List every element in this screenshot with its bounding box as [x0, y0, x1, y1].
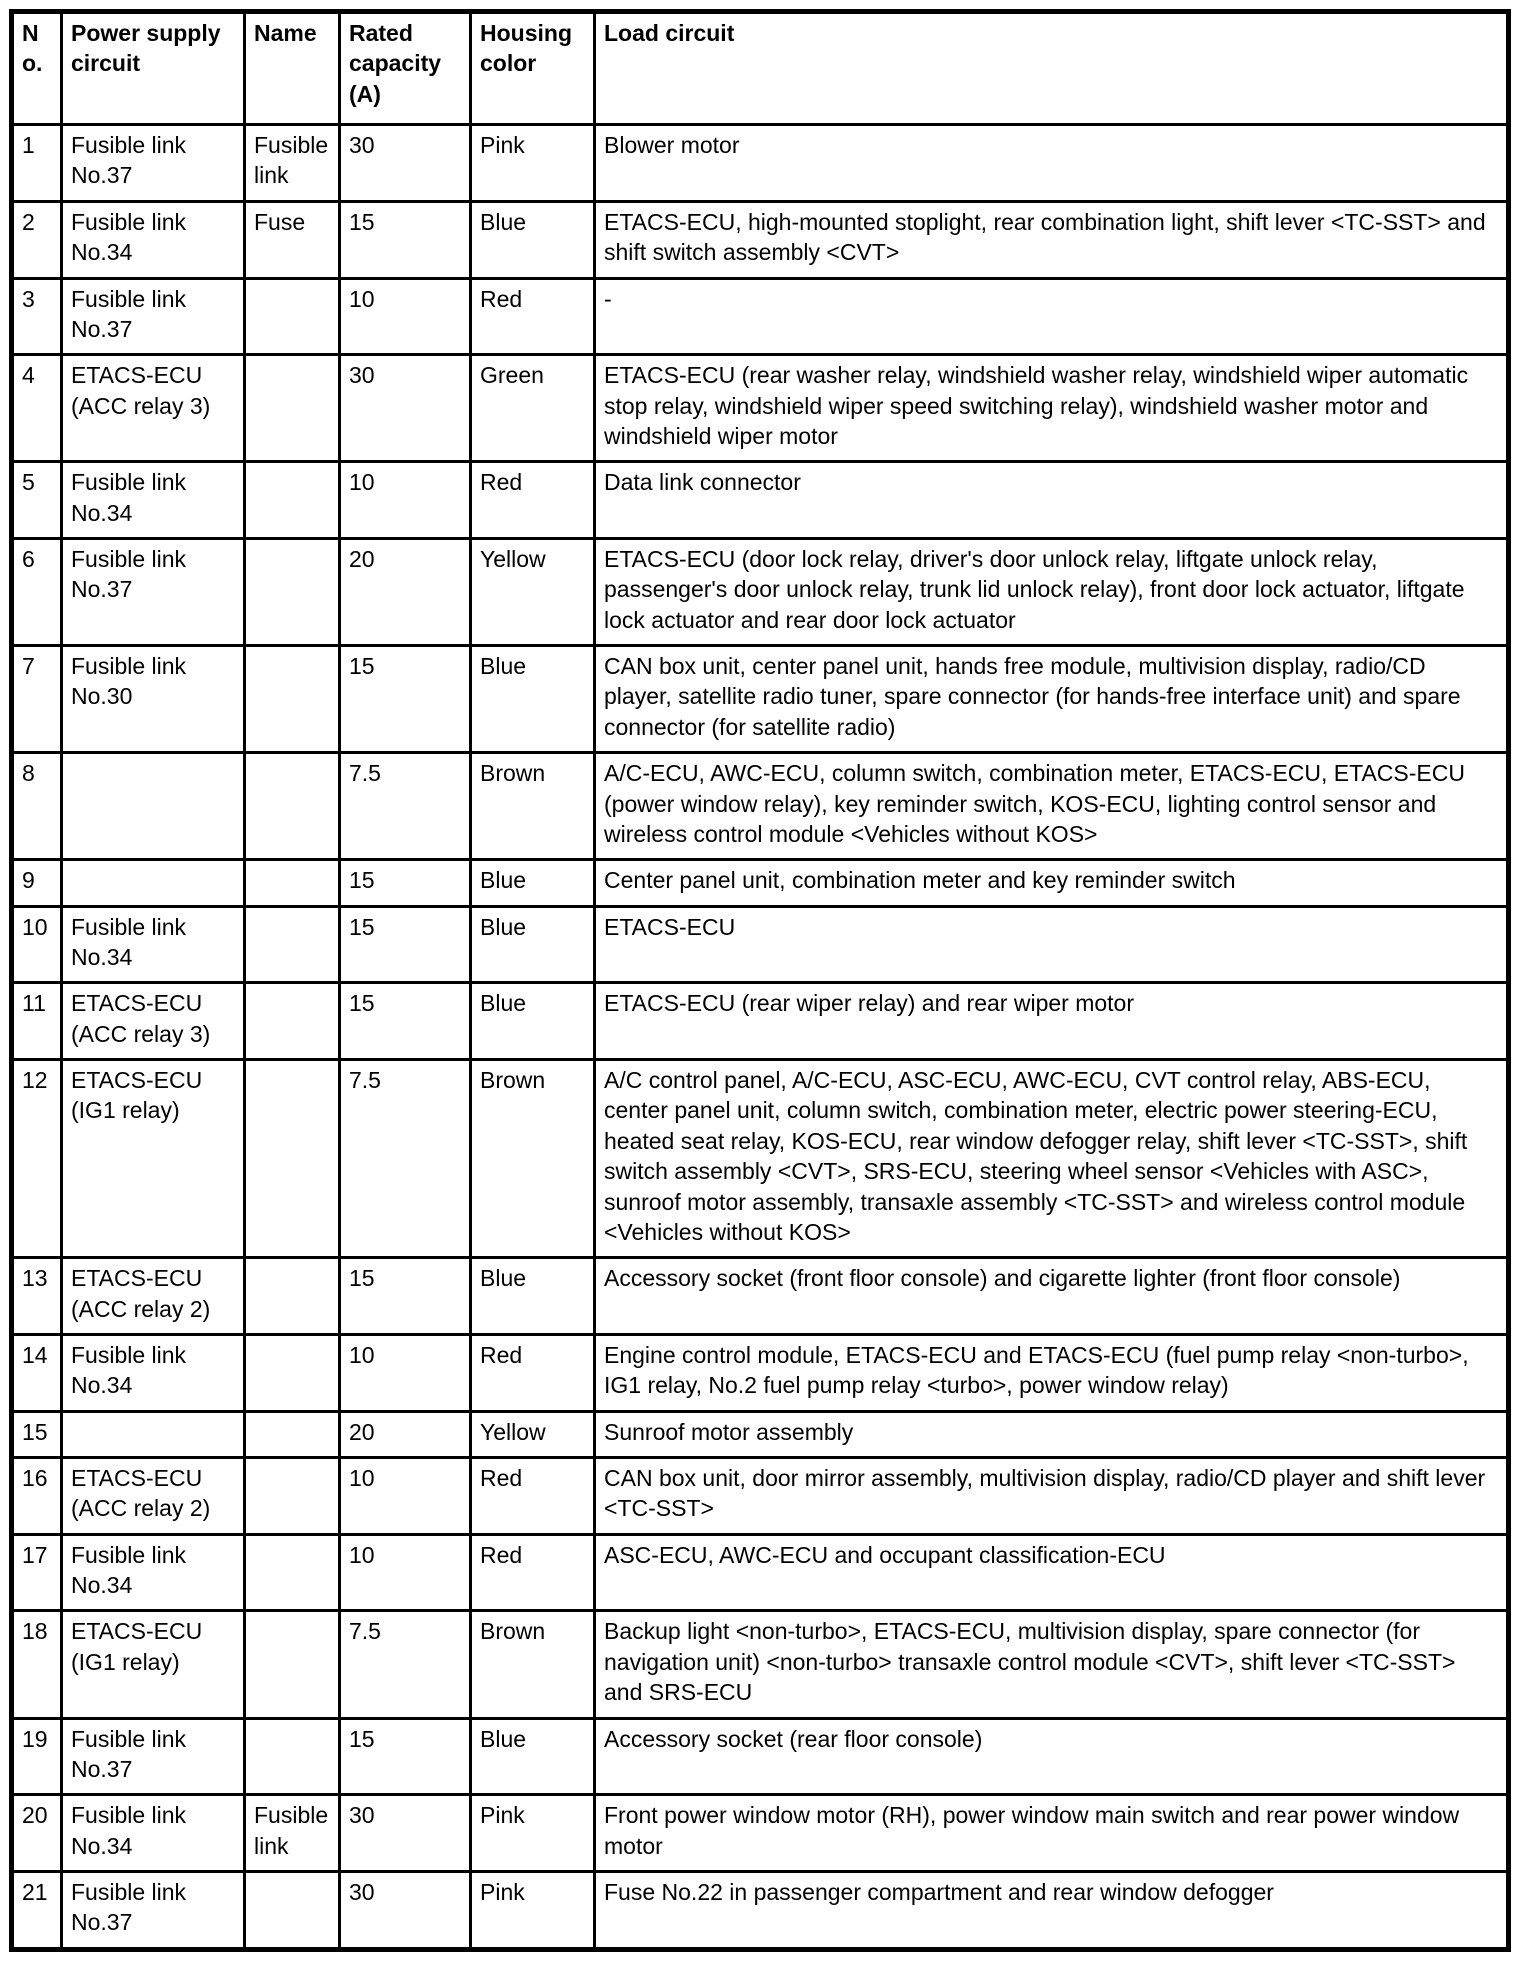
cell-load: Center panel unit, combination meter and key reminder switch — [595, 860, 1509, 906]
cell-capacity: 7.5 — [340, 753, 471, 860]
header-power-supply-circuit: Power supply circuit — [62, 12, 245, 125]
cell-name — [245, 983, 340, 1060]
table-row — [12, 1060, 1509, 1258]
cell-no: 9 — [12, 860, 62, 906]
cell-no: 12 — [12, 1060, 62, 1258]
cell-capacity: 20 — [340, 539, 471, 646]
cell-load: CAN box unit, door mirror assembly, multivision display, radio/CD player and shift lever <TC-SST> — [595, 1458, 1509, 1535]
cell-color: Red — [471, 462, 595, 539]
cell-power: Fusible link No.30 — [62, 646, 245, 753]
cell-name — [245, 1411, 340, 1457]
table-row — [12, 125, 1509, 202]
cell-no: 2 — [12, 201, 62, 278]
cell-no: 21 — [12, 1871, 62, 1949]
cell-no: 18 — [12, 1611, 62, 1718]
cell-color: Yellow — [471, 1411, 595, 1457]
cell-name — [245, 906, 340, 983]
cell-capacity: 15 — [340, 860, 471, 906]
header-housing-color: Housing color — [471, 12, 595, 125]
cell-capacity: 30 — [340, 1871, 471, 1949]
cell-power: Fusible link No.34 — [62, 1334, 245, 1411]
cell-name: Fusible link — [245, 125, 340, 202]
cell-load: ETACS-ECU (door lock relay, driver's door unlock relay, liftgate unlock relay, passenger's door unlock relay, trunk lid unlock relay), front door lock actuator, liftgate lock actuator and rear door lock actuator — [595, 539, 1509, 646]
cell-no: 13 — [12, 1258, 62, 1335]
cell-color: Blue — [471, 1258, 595, 1335]
cell-color: Red — [471, 1334, 595, 1411]
cell-name — [245, 1534, 340, 1611]
cell-capacity: 20 — [340, 1411, 471, 1457]
cell-capacity: 15 — [340, 906, 471, 983]
table-row — [12, 539, 1509, 646]
cell-load: ETACS-ECU (rear washer relay, windshield washer relay, windshield wiper automatic stop relay, windshield wiper speed switching relay), windshield washer motor and windshield wiper motor — [595, 355, 1509, 462]
cell-name — [245, 646, 340, 753]
cell-color: Blue — [471, 1718, 595, 1795]
cell-capacity: 7.5 — [340, 1611, 471, 1718]
table-row — [12, 278, 1509, 355]
cell-color: Brown — [471, 753, 595, 860]
table-row — [12, 1411, 1509, 1457]
table-row — [12, 1458, 1509, 1535]
cell-power — [62, 860, 245, 906]
header-no: No. — [12, 12, 62, 125]
cell-capacity: 10 — [340, 278, 471, 355]
cell-power: ETACS-ECU (ACC relay 3) — [62, 983, 245, 1060]
cell-no: 5 — [12, 462, 62, 539]
header-rated-capacity: Rated capacity (A) — [340, 12, 471, 125]
cell-color: Red — [471, 1534, 595, 1611]
cell-name — [245, 1258, 340, 1335]
cell-power — [62, 1411, 245, 1457]
cell-color: Blue — [471, 201, 595, 278]
cell-power: ETACS-ECU (ACC relay 3) — [62, 355, 245, 462]
cell-capacity: 15 — [340, 1258, 471, 1335]
table-row — [12, 906, 1509, 983]
cell-power: ETACS-ECU (ACC relay 2) — [62, 1258, 245, 1335]
cell-no: 4 — [12, 355, 62, 462]
cell-no: 7 — [12, 646, 62, 753]
cell-power: Fusible link No.34 — [62, 906, 245, 983]
cell-name: Fuse — [245, 201, 340, 278]
table-row — [12, 1871, 1509, 1949]
table-row — [12, 1795, 1509, 1872]
fuse-table — [9, 9, 1511, 1952]
cell-name — [245, 1334, 340, 1411]
cell-load: Fuse No.22 in passenger compartment and rear window defogger — [595, 1871, 1509, 1949]
table-row — [12, 646, 1509, 753]
cell-capacity: 10 — [340, 1534, 471, 1611]
cell-color: Pink — [471, 125, 595, 202]
cell-name — [245, 753, 340, 860]
cell-load: Data link connector — [595, 462, 1509, 539]
cell-no: 17 — [12, 1534, 62, 1611]
cell-load: Blower motor — [595, 125, 1509, 202]
cell-color: Red — [471, 278, 595, 355]
cell-load: A/C-ECU, AWC-ECU, column switch, combination meter, ETACS-ECU, ETACS-ECU (power window relay), key reminder switch, KOS-ECU, lighting control sensor and wireless control module <Vehicles without KOS> — [595, 753, 1509, 860]
cell-power: ETACS-ECU (IG1 relay) — [62, 1611, 245, 1718]
cell-power: Fusible link No.37 — [62, 125, 245, 202]
cell-name — [245, 539, 340, 646]
table-row — [12, 753, 1509, 860]
cell-color: Blue — [471, 983, 595, 1060]
cell-no: 14 — [12, 1334, 62, 1411]
table-row — [12, 462, 1509, 539]
table-row — [12, 1718, 1509, 1795]
cell-no: 11 — [12, 983, 62, 1060]
cell-capacity: 15 — [340, 201, 471, 278]
cell-name — [245, 1060, 340, 1258]
cell-no: 16 — [12, 1458, 62, 1535]
cell-power: ETACS-ECU (ACC relay 2) — [62, 1458, 245, 1535]
cell-name — [245, 355, 340, 462]
cell-capacity: 15 — [340, 983, 471, 1060]
cell-load: Accessory socket (front floor console) and cigarette lighter (front floor console) — [595, 1258, 1509, 1335]
cell-color: Pink — [471, 1871, 595, 1949]
cell-load: - — [595, 278, 1509, 355]
cell-capacity: 10 — [340, 1334, 471, 1411]
cell-name: Fusible link — [245, 1795, 340, 1872]
cell-no: 15 — [12, 1411, 62, 1457]
cell-load: ETACS-ECU, high-mounted stoplight, rear combination light, shift lever <TC-SST> and shift switch assembly <CVT> — [595, 201, 1509, 278]
table-row — [12, 860, 1509, 906]
header-load-circuit: Load circuit — [595, 12, 1509, 125]
cell-name — [245, 1611, 340, 1718]
table-row — [12, 201, 1509, 278]
cell-load: CAN box unit, center panel unit, hands free module, multivision display, radio/CD player, satellite radio tuner, spare connector (for hands-free interface unit) and spare connector (for satellite radio) — [595, 646, 1509, 753]
cell-no: 6 — [12, 539, 62, 646]
cell-color: Blue — [471, 860, 595, 906]
cell-load: Backup light <non-turbo>, ETACS-ECU, multivision display, spare connector (for navigation unit) <non-turbo> transaxle control module <CVT>, shift lever <TC-SST> and SRS-ECU — [595, 1611, 1509, 1718]
table-row — [12, 1534, 1509, 1611]
cell-name — [245, 1458, 340, 1535]
header-name: Name — [245, 12, 340, 125]
cell-name — [245, 860, 340, 906]
cell-no: 1 — [12, 125, 62, 202]
cell-power: ETACS-ECU (IG1 relay) — [62, 1060, 245, 1258]
cell-no: 19 — [12, 1718, 62, 1795]
cell-load: ASC-ECU, AWC-ECU and occupant classification-ECU — [595, 1534, 1509, 1611]
cell-power: Fusible link No.37 — [62, 1718, 245, 1795]
cell-capacity: 30 — [340, 1795, 471, 1872]
header-row — [12, 12, 1509, 125]
cell-power: Fusible link No.37 — [62, 278, 245, 355]
cell-load: ETACS-ECU — [595, 906, 1509, 983]
cell-power — [62, 753, 245, 860]
cell-capacity: 15 — [340, 1718, 471, 1795]
cell-name — [245, 462, 340, 539]
cell-capacity: 30 — [340, 355, 471, 462]
cell-name — [245, 278, 340, 355]
table-row — [12, 1258, 1509, 1335]
cell-power: Fusible link No.34 — [62, 462, 245, 539]
table-row — [12, 1334, 1509, 1411]
cell-color: Blue — [471, 906, 595, 983]
cell-load: Accessory socket (rear floor console) — [595, 1718, 1509, 1795]
table-row — [12, 1611, 1509, 1718]
cell-name — [245, 1871, 340, 1949]
cell-no: 8 — [12, 753, 62, 860]
table-row — [12, 983, 1509, 1060]
cell-load: A/C control panel, A/C-ECU, ASC-ECU, AWC-ECU, CVT control relay, ABS-ECU, center panel unit, column switch, combination meter, electric power steering-ECU, heated seat relay, KOS-ECU, rear window defogger relay, shift lever <TC-SST>, shift switch assembly <CVT>, SRS-ECU, steering wheel sensor <Vehicles with ASC>, sunroof motor assembly, transaxle assembly <TC-SST> and wireless control module <Vehicles without KOS> — [595, 1060, 1509, 1258]
cell-power: Fusible link No.34 — [62, 201, 245, 278]
cell-power: Fusible link No.34 — [62, 1795, 245, 1872]
cell-no: 3 — [12, 278, 62, 355]
cell-no: 20 — [12, 1795, 62, 1872]
cell-color: Brown — [471, 1611, 595, 1718]
cell-power: Fusible link No.34 — [62, 1534, 245, 1611]
cell-capacity: 10 — [340, 462, 471, 539]
cell-power: Fusible link No.37 — [62, 1871, 245, 1949]
cell-color: Pink — [471, 1795, 595, 1872]
table-row — [12, 355, 1509, 462]
cell-color: Green — [471, 355, 595, 462]
cell-name — [245, 1718, 340, 1795]
cell-load: Front power window motor (RH), power window main switch and rear power window motor — [595, 1795, 1509, 1872]
cell-capacity: 30 — [340, 125, 471, 202]
cell-color: Brown — [471, 1060, 595, 1258]
fuse-table-header — [12, 12, 1509, 125]
cell-load: Sunroof motor assembly — [595, 1411, 1509, 1457]
cell-capacity: 15 — [340, 646, 471, 753]
cell-color: Red — [471, 1458, 595, 1535]
cell-color: Yellow — [471, 539, 595, 646]
fuse-table-body — [12, 125, 1509, 1950]
cell-capacity: 10 — [340, 1458, 471, 1535]
cell-load: ETACS-ECU (rear wiper relay) and rear wiper motor — [595, 983, 1509, 1060]
cell-power: Fusible link No.37 — [62, 539, 245, 646]
cell-load: Engine control module, ETACS-ECU and ETACS-ECU (fuel pump relay <non-turbo>, IG1 relay, No.2 fuel pump relay <turbo>, power window relay) — [595, 1334, 1509, 1411]
cell-capacity: 7.5 — [340, 1060, 471, 1258]
cell-color: Blue — [471, 646, 595, 753]
cell-no: 10 — [12, 906, 62, 983]
